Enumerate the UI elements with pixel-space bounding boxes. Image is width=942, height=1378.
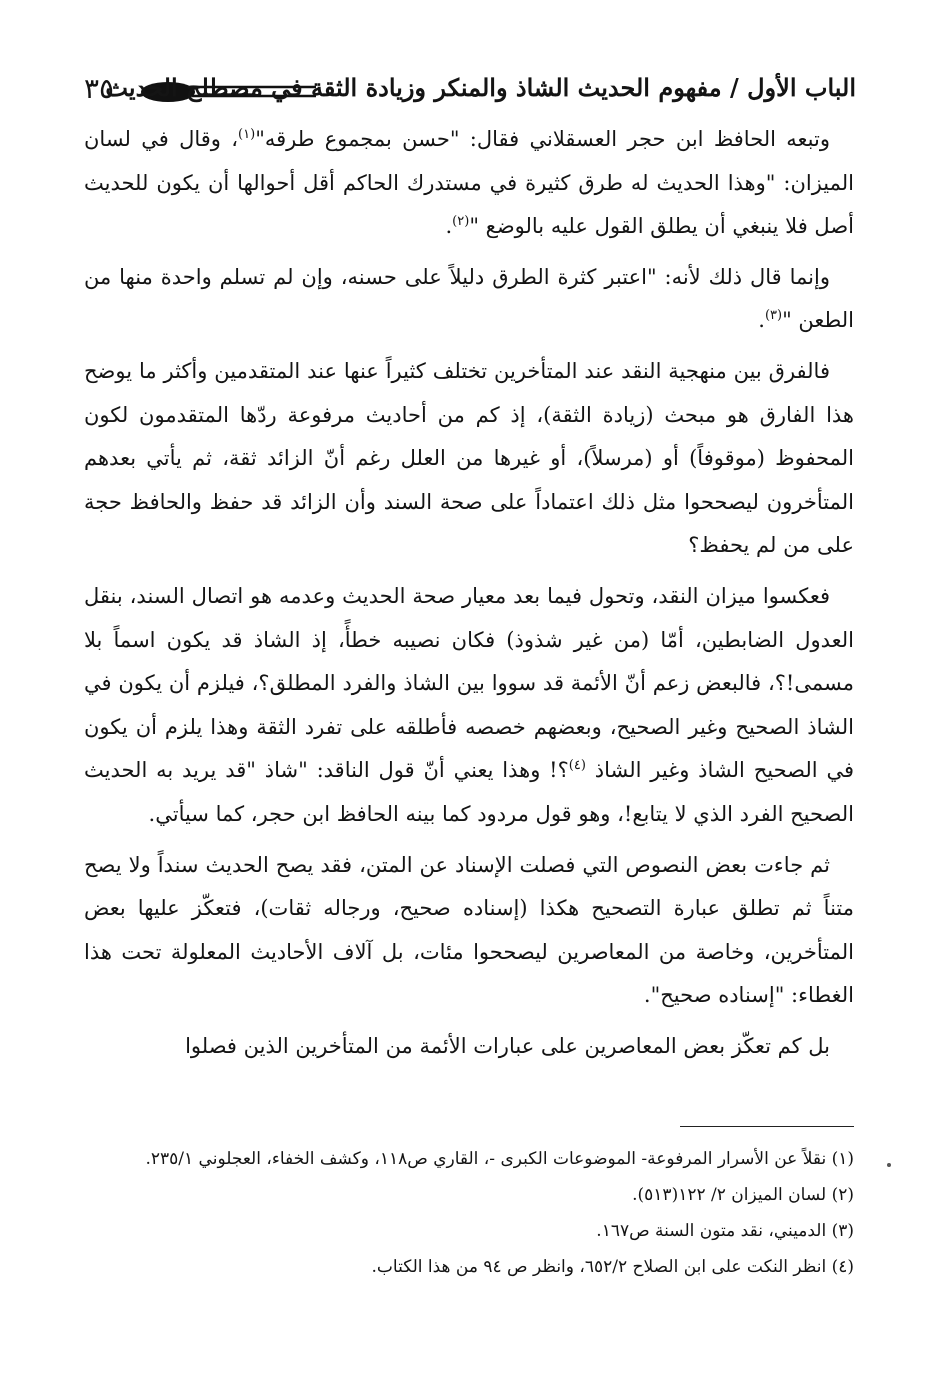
footnote-1: (١) نقلاً عن الأسرار المرفوعة- الموضوعات الكبرى -، القاري ص١١٨، وكشف الخفاء، العجلوني ٢٣٥/١. [145,1149,854,1169]
paragraph-text: وإنما قال ذلك لأنه: "اعتبر كثرة الطرق دليلاً على حسنه، وإن لم تسلم واحدة منها من الطعن " [84,264,854,333]
paragraph-text: فالفرق بين منهجية النقد عند المتأخرين تختلف كثيراً عنها عند المتقدمين وأكثر ما يوضح هذا الفارق هو مبحث (زيادة الثقة)، إذ كم من أحاديث مرفوعة ردّها المتقدمون لكون المحفوظ (موقوفاً) أو (مرسلاً)، أو غيرها من العلل رغم أنّ الزائد ثقة، ثم يأتي بعدهم المتأخرون ليصححوا مثل ذلك اعتماداً على صحة السند وأن الزائد قد حفظ والحافظ حجة على من لم يحفظ؟ [84,358,854,558]
running-header [84,68,856,116]
paragraph [84,256,854,343]
paragraph-text: فعكسوا ميزان النقد، وتحول فيما بعد معيار صحة الحديث وعدمه هو اتصال السند، بنقل العدول الضابطين، أمّا (من غير شذوذ) فكان نصيبه خطأً، إذ الشاذ قد يكون اسماً بلا مسمى!؟، فالبعض زعم أنّ الأئمة قد سووا بين الشاذ والفرد المطلق؟، فيلزم أن يكون في الشاذ الصحيح وغير الصحيح، وبعضهم خصصه فأطلقه على تفرد الثقة وهذا يلزم أن يكون في الصحيح الشاذ وغير الشاذ [84,583,855,783]
footnote-reference: (٤) [568,758,586,774]
paragraph-text: وتبعه الحافظ ابن حجر العسقلاني فقال: "حسن بمجموع طرقه" [255,127,831,151]
footnote-2: (٢) لسان الميزان ٢/ ١٢٢(٥١٣). [632,1185,854,1205]
footnote-divider [680,1126,854,1127]
chapter-title: الباب الأول / مفهوم الحديث الشاذ والمنكر وزيادة الثقة في مصطلح الحديث [105,73,856,102]
paragraph-text: ، وقال في لسان الميزان: "وهذا الحديث له طرق كثيرة في مستدرك الحاكم أقل أحوالها أن يكون للحديث أصل فلا ينبغي أن يطلق القول عليه بالوضع " [84,127,854,239]
paragraph [84,118,854,249]
paragraph [84,575,854,837]
footnote-reference: (٣) [764,308,783,324]
scan-speck [887,1163,891,1167]
footnote-4: (٤) انظر النكت على ابن الصلاح ٦٥٢/٢، وانظر ص ٩٤ من هذا الكتاب. [371,1257,854,1277]
paragraph [84,1025,854,1069]
footnote-3: (٣) الدميني، نقد متون السنة ص١٦٧. [596,1221,854,1241]
footnotes [84,1144,854,1288]
paragraph-text: بل كم تعكّز بعض المعاصرين على عبارات الأئمة من المتأخرين الذين فصلوا [185,1033,830,1058]
paragraph-text: ؟! وهذا يعني أنّ قول الناقد: "شاذ "قد يريد به الحديث الصحيح الفرد الذي لا يتابع!، وهو قول مردود كما بينه الحافظ ابن حجر، كما سيأتي. [84,758,854,826]
paragraph-text: ثم جاءت بعض النصوص التي فصلت الإسناد عن المتن، فقد يصح الحديث سنداً ولا يصح متناً ثم تطلق عبارة التصحيح هكذا (إسناده صحيح، ورجاله ثقات)، فتعكّز عليها بعض المتأخرين، وخاصة من المعاصرين ليصححوا مئات، بل آلاف الأحاديث المعلولة تحت هذا الغطاء: "إسناده صحيح". [84,852,854,1008]
main-text [84,118,854,1075]
paragraph-text: . [758,308,765,333]
footnote-reference: (٢) [452,214,470,230]
paragraph [84,844,854,1018]
page-number: ٣٥ [84,72,115,105]
paragraph [84,350,854,568]
paragraph-text: . [445,214,453,239]
footnote-reference: (١) [238,127,256,142]
